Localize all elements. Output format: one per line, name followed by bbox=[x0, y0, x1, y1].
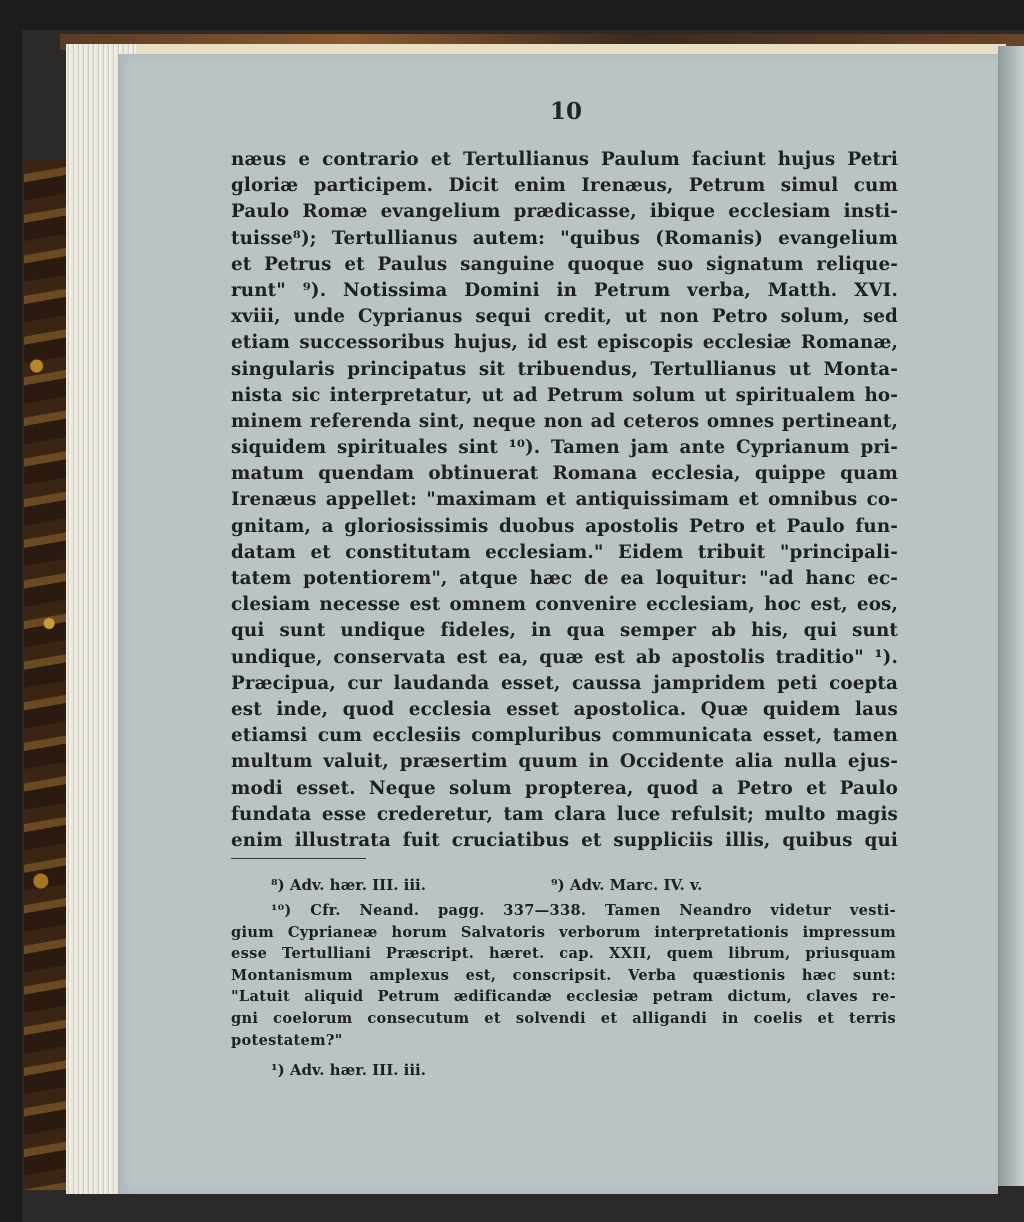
body-line: Præcipua, cur laudanda esset, caussa jampridem peti coepta bbox=[231, 672, 898, 694]
body-line: clesiam necesse est omnem convenire ecclesiam, hoc est, eos, bbox=[231, 594, 898, 616]
body-line: modi esset. Neque solum propterea, quod a Petro et Paulo bbox=[231, 777, 898, 799]
body-line: siquidem spirituales sint ¹⁰). Tamen jam ante Cyprianum pri- bbox=[231, 437, 898, 459]
footnote-row bbox=[231, 876, 896, 900]
body-line: nista sic interpretatur, ut ad Petrum solum ut spiritualem ho- bbox=[231, 384, 898, 406]
page-number: 10 bbox=[549, 98, 582, 125]
footnote-10-line: gni coelorum consecutum et solvendi et alligandi in coelis et terris bbox=[231, 1009, 896, 1027]
body-line: qui sunt undique fideles, in qua semper ab his, qui sunt bbox=[231, 620, 898, 642]
body-line: xviii, unde Cyprianus sequi credit, ut non Petro solum, sed bbox=[231, 306, 898, 328]
page-right-edge bbox=[998, 46, 1024, 1186]
body-line: enim illustrata fuit cruciatibus et suppliciis illis, quibus qui bbox=[231, 829, 898, 851]
footnotes bbox=[231, 876, 896, 1085]
footnote-10-line: esse Tertulliani Præscript. hæret. cap. XXII, quem librum, priusquam bbox=[231, 945, 896, 963]
body-line: undique, conservata est ea, quæ est ab apostolis traditio" ¹). bbox=[231, 646, 898, 668]
footnote-10-line: ¹⁰) Cfr. Neand. pagg. 337—338. Tamen Neandro videtur vesti- bbox=[271, 902, 896, 919]
footnote-10-line: "Latuit aliquid Petrum ædificandæ ecclesiæ petram dictum, claves re- bbox=[231, 988, 896, 1006]
body-line: tatem potentiorem", atque hæc de ea loquitur: "ad hanc ec- bbox=[231, 568, 898, 589]
body-line: etiam successoribus hujus, id est episcopis ecclesiæ Romanæ, bbox=[231, 332, 898, 354]
body-line: est inde, quod ecclesia esset apostolica. Quæ quidem laus bbox=[231, 698, 898, 720]
marbled-endpaper bbox=[24, 160, 66, 1190]
body-line: fundata esse crederetur, tam clara luce refulsit; multo magis bbox=[231, 803, 898, 825]
body-line: singularis principatus sit tribuendus, Tertullianus ut Monta- bbox=[231, 358, 898, 380]
body-line: minem referenda sint, neque non ad ceteros omnes pertineant, bbox=[231, 410, 898, 432]
body-line: gloriæ participem. Dicit enim Irenæus, Petrum simul cum bbox=[231, 175, 898, 197]
body-line: Paulo Romæ evangelium prædicasse, ibique ecclesiam insti- bbox=[231, 201, 898, 223]
body-line: et Petrus et Paulus sanguine quoque suo signatum relique- bbox=[231, 253, 898, 275]
body-line: Irenæus appellet: "maximam et antiquissimam et omnibus co- bbox=[231, 489, 898, 511]
footnote-10-line: potestatem?" bbox=[231, 1031, 343, 1049]
body-line: næus e contrario et Tertullianus Paulum faciunt hujus Petri bbox=[231, 149, 898, 170]
body-line: gnitam, a gloriosissimis duobus apostolis Petro et Paulo fun- bbox=[231, 515, 898, 537]
body-line: etiamsi cum ecclesiis compluribus communicata esset, tamen bbox=[231, 725, 898, 747]
body-line: multum valuit, præsertim quum in Occidente alia nulla ejus- bbox=[231, 751, 898, 773]
body-line: tuisse⁸); Tertullianus autem: "quibus (Romanis) evangelium bbox=[231, 227, 898, 249]
footnote-row bbox=[231, 1061, 896, 1085]
footnote-8: ⁸) Adv. hær. III. iii. bbox=[271, 876, 426, 894]
footnote-divider bbox=[231, 858, 366, 859]
body-text bbox=[231, 147, 898, 854]
body-line: runt" ⁹). Notissima Domini in Petrum verba, Matth. XVI. bbox=[231, 279, 898, 301]
footnote-10-line: gium Cyprianeæ horum Salvatoris verborum interpretationis impressum bbox=[231, 923, 896, 941]
footnote-1: ¹) Adv. hær. III. iii. bbox=[271, 1061, 426, 1080]
footnote-9: ⁹) Adv. Marc. IV. v. bbox=[551, 876, 703, 894]
body-line: datam et constitutam ecclesiam." Eidem tribuit "principali- bbox=[231, 541, 898, 563]
footnote-10-line: Montanismum amplexus est, conscripsit. Verba quæstionis hæc sunt: bbox=[231, 966, 896, 984]
body-line: matum quendam obtinuerat Romana ecclesia, quippe quam bbox=[231, 463, 898, 485]
